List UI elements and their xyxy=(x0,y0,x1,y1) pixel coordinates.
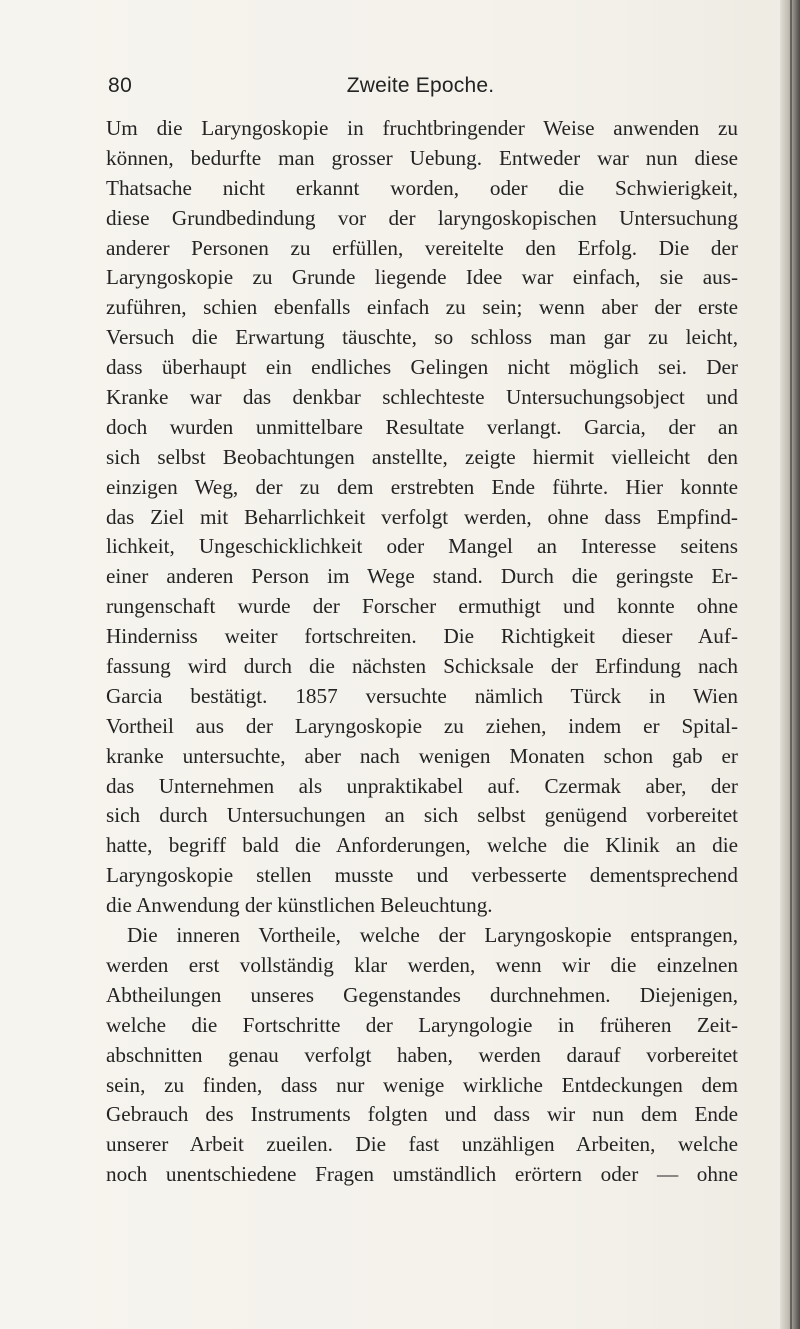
text-line: Abtheilungen unseres Gegenstandes durchnehmen. Diejenigen, xyxy=(106,982,738,1007)
text-line: Garcia bestätigt. 1857 versuchte nämlich Türck in Wien xyxy=(106,683,738,708)
text-line: Die inneren Vortheile, welche der Laryngoskopie entsprangen, xyxy=(127,923,738,948)
text-line: einzigen Weg, der zu dem erstrebten Ende führte. Hier konnte xyxy=(106,474,738,499)
text-line: das Unternehmen als unpraktikabel auf. Czermak aber, der xyxy=(106,773,738,798)
text-line: zuführen, schien ebenfalls einfach zu sein; wenn aber der erste xyxy=(106,295,738,320)
text-line: sein, zu finden, dass nur wenige wirkliche Entdeckungen dem xyxy=(106,1072,738,1097)
text-line: kranke untersuchte, aber nach wenigen Monaten schon gab er xyxy=(106,743,738,768)
text-line: diese Grundbedindung vor der laryngoskopischen Untersuchung xyxy=(106,205,738,230)
text-line: fassung wird durch die nächsten Schicksale der Erfindung nach xyxy=(106,654,738,679)
text-line: rungenschaft wurde der Forscher ermuthigt und konnte ohne xyxy=(106,594,738,619)
text-line: Gebrauch des Instruments folgten und dass wir nun dem Ende xyxy=(106,1102,738,1127)
text-line: Vortheil aus der Laryngoskopie zu ziehen, indem er Spital- xyxy=(106,713,738,738)
text-line: unserer Arbeit zueilen. Die fast unzähligen Arbeiten, welche xyxy=(106,1132,738,1157)
text-line: hatte, begriff bald die Anforderungen, welche die Klinik an die xyxy=(106,833,738,858)
text-line: Versuch die Erwartung täuschte, so schloss man gar zu leicht, xyxy=(106,325,738,350)
text-line: welche die Fortschritte der Laryngologie in früheren Zeit- xyxy=(106,1012,738,1037)
page-number: 80 xyxy=(108,74,133,97)
text-line: Kranke war das denkbar schlechteste Untersuchungsobject und xyxy=(106,385,738,410)
text-line: abschnitten genau verfolgt haben, werden darauf vorbereitet xyxy=(106,1042,738,1067)
text-line: noch unentschiedene Fragen umständlich erörtern oder — ohne xyxy=(106,1162,738,1187)
text-line: Thatsache nicht erkannt worden, oder die Schwierigkeit, xyxy=(106,175,738,200)
running-title: Zweite Epoche. xyxy=(346,74,495,97)
page-binding-line xyxy=(790,0,792,1329)
text-line: das Ziel mit Beharrlichkeit verfolgt werden, ohne dass Empfind- xyxy=(106,504,738,529)
text-line: die Anwendung der künstlichen Beleuchtung. xyxy=(106,893,493,918)
text-line: werden erst vollständig klar werden, wenn wir die einzelnen xyxy=(106,952,738,977)
text-line: können, bedurfte man grosser Uebung. Entweder war nun diese xyxy=(106,145,738,170)
body-text xyxy=(106,114,738,1190)
text-line: einer anderen Person im Wege stand. Durch die geringste Er- xyxy=(106,564,738,589)
text-line: Hinderniss weiter fortschreiten. Die Richtigkeit dieser Auf- xyxy=(106,624,738,649)
text-line: lichkeit, Ungeschicklichkeit oder Mangel an Interesse seitens xyxy=(106,534,738,559)
text-line: Laryngoskopie zu Grunde liegende Idee war einfach, sie aus- xyxy=(106,265,738,290)
text-line: sich selbst Beobachtungen anstellte, zeigte hiermit vielleicht den xyxy=(106,444,738,469)
text-line: sich durch Untersuchungen an sich selbst genügend vorbereitet xyxy=(106,803,738,828)
text-line: anderer Personen zu erfüllen, vereitelte den Erfolg. Die der xyxy=(106,235,738,260)
text-line: dass überhaupt ein endliches Gelingen nicht möglich sei. Der xyxy=(106,355,738,380)
text-line: Um die Laryngoskopie in fruchtbringender Weise anwenden zu xyxy=(106,116,738,140)
text-line: Laryngoskopie stellen musste und verbesserte dementsprechend xyxy=(106,863,738,888)
text-line: doch wurden unmittelbare Resultate verlangt. Garcia, der an xyxy=(106,414,738,439)
page-header xyxy=(108,74,733,106)
